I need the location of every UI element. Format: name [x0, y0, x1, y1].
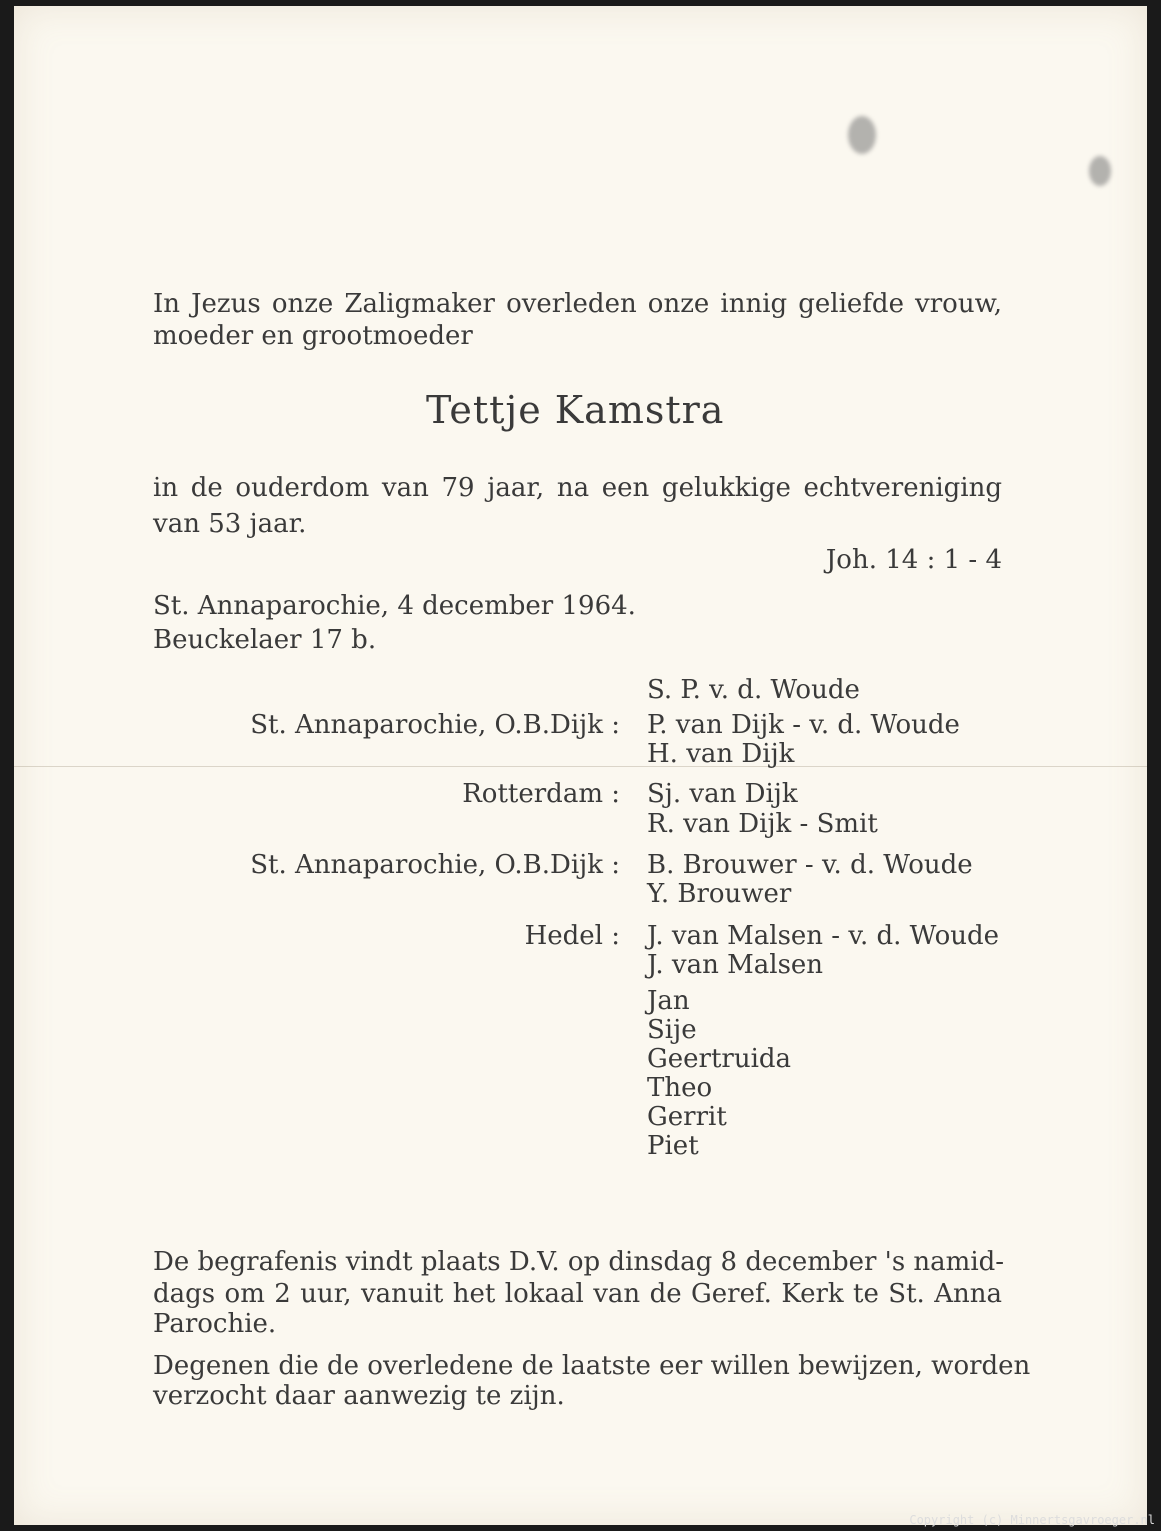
family-name: Sj. van Dijk: [647, 779, 798, 809]
bible-verse: Joh. 14 : 1 - 4: [825, 545, 1002, 575]
funeral-line-1: De begrafenis vindt plaats D.V. op dinsdag 8 december 's namid-: [153, 1247, 1005, 1277]
family-name: J. van Malsen - v. d. Woude: [647, 921, 1000, 951]
grandchild-name: Gerrit: [647, 1102, 727, 1132]
age-line-1: in de ouderdom van 79 jaar, na een gelukkige echtvereniging: [153, 473, 1002, 503]
family-name: R. van Dijk - Smit: [647, 809, 878, 839]
grandchild-name: Theo: [647, 1073, 713, 1103]
family-name: H. van Dijk: [647, 739, 795, 769]
funeral-line-3: Parochie.: [153, 1309, 277, 1339]
family-place: Hedel :: [524, 921, 620, 951]
intro-line-1: In Jezus onze Zaligmaker overleden onze innig geliefde vrouw,: [153, 289, 1002, 319]
family-name: P. van Dijk - v. d. Woude: [647, 710, 960, 740]
age-line-2: van 53 jaar.: [153, 509, 307, 539]
fold-line: [14, 766, 1147, 767]
paper-stain: [1089, 156, 1111, 186]
funeral-line-2: dags om 2 uur, vanuit het lokaal van de Geref. Kerk te St. Anna: [153, 1279, 1002, 1309]
family-name: B. Brouwer - v. d. Woude: [647, 850, 973, 880]
respects-line-1: Degenen die de overledene de laatste eer willen bewijzen, worden: [153, 1351, 1031, 1381]
grandchild-name: Geertruida: [647, 1044, 792, 1074]
grandchild-name: Piet: [647, 1131, 699, 1161]
mourning-card: [14, 6, 1147, 1525]
grandchild-name: Sije: [647, 1015, 697, 1045]
family-place: St. Annaparochie, O.B.Dijk :: [250, 710, 620, 740]
family-name: J. van Malsen: [647, 950, 824, 980]
paper-stain: [848, 116, 876, 154]
family-name: S. P. v. d. Woude: [647, 675, 860, 705]
respects-line-2: verzocht daar aanwezig te zijn.: [153, 1381, 565, 1411]
deceased-name: Tettje Kamstra: [426, 388, 725, 432]
address: Beuckelaer 17 b.: [153, 625, 377, 655]
intro-line-2: moeder en grootmoeder: [153, 321, 473, 351]
family-name: Y. Brouwer: [647, 879, 792, 909]
copyright-notice: Copyright (c) Minnertsgavroeger.nl: [909, 1513, 1155, 1527]
family-place: Rotterdam :: [462, 779, 620, 809]
place-date: St. Annaparochie, 4 december 1964.: [153, 591, 636, 621]
family-place: St. Annaparochie, O.B.Dijk :: [250, 850, 620, 880]
grandchild-name: Jan: [647, 986, 690, 1016]
